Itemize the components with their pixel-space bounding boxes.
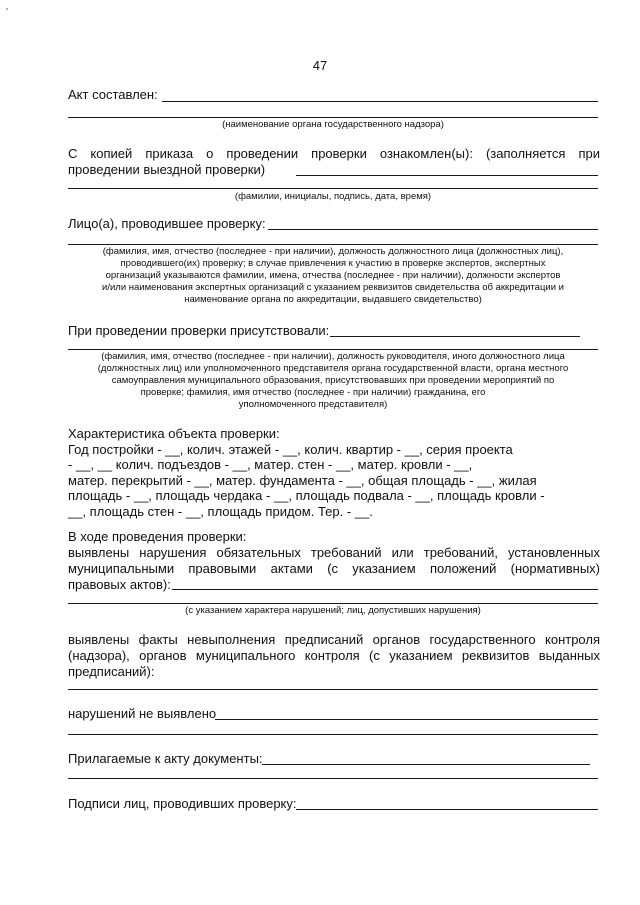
order-text-line-2: проведении выездной проверки) [68, 162, 266, 177]
no-violations-label: нарушений не выявлено [68, 706, 217, 721]
signatures-label: Подписи лиц, проводивших проверку: [68, 796, 297, 811]
present-caption-line: самоуправления муниципального образования, присутствовавших при проведении мероприятий по [111, 375, 555, 386]
orders-line-1: выявлены факты невыполнения предписаний органов государственного контроля [68, 632, 600, 647]
violations-line-1: выявлены нарушения обязательных требований или требований, установленных [68, 545, 600, 560]
act-caption: (наименование органа государственного надзора) [222, 119, 444, 130]
act-fill-line-2[interactable] [68, 117, 598, 118]
order-fill-line[interactable] [296, 175, 598, 176]
no-violations-fill-line[interactable] [215, 719, 598, 720]
violations-fill-line-2[interactable] [68, 603, 598, 604]
orders-fill-line[interactable] [68, 689, 598, 690]
violations-fill-line[interactable] [172, 589, 598, 590]
order-caption: (фамилии, инициалы, подпись, дата, время) [234, 191, 432, 202]
present-fill-line-2[interactable] [68, 349, 598, 350]
present-caption-line: (должностных лиц) или уполномоченного представителя органа государственной власти, органа местного [97, 363, 569, 374]
present-caption-line: уполномоченного представителя) [238, 399, 388, 410]
signatures-fill-line[interactable] [296, 809, 598, 810]
page-number: 47 [312, 58, 328, 73]
present-fill-line[interactable] [330, 336, 580, 337]
object-line: площадь - __, площадь чердака - __, площадь подвала - __, площадь кровли - [68, 488, 545, 503]
inspector-caption-line: проводившего(их) проверку; в случае привлечения к участию в проверке экспертов, экспертных [120, 258, 546, 269]
object-line: __, площадь стен - __, площадь придом. Тер. - __. [68, 503, 373, 519]
present-caption [62, 351, 604, 411]
inspector-fill-line-2[interactable] [68, 244, 598, 245]
inspector-caption-line: и/или наименования экспертных организаций с указанием реквизитов свидетельства об аккредитации и [102, 282, 564, 293]
inspector-caption-line: наименование органа по аккредитации, выдавшего свидетельство) [184, 294, 482, 305]
no-violations-fill-line-2[interactable] [68, 734, 598, 735]
violations-line-3: правовых актов): [68, 577, 171, 592]
violations-line-2: муниципальными правовыми актами (с указанием положений (нормативных) [68, 561, 600, 576]
inspector-caption-line: организаций указываются фамилии, имена, отчества (последнее - при наличии), должности экспертов [105, 270, 561, 281]
object-line: - __, __ колич. подъездов - __, матер. стен - __, матер. кровли - __, [68, 457, 473, 472]
present-caption-line: (фамилия, имя, отчество (последнее - при наличии), должность руководителя, иного должностного лица [101, 351, 565, 362]
inspector-label: Лицо(а), проводившее проверку: [68, 216, 266, 231]
object-title: Характеристика объекта проверки: [68, 426, 280, 441]
act-label: Акт составлен: [68, 87, 158, 102]
orders-line-2: (надзора), органов муниципального контроля (с указанием реквизитов выданных [68, 648, 600, 663]
order-text-line-1: С копией приказа о проведении проверки ознакомлен(ы): (заполняется при [68, 146, 600, 161]
present-label: При проведении проверки присутствовали: [68, 323, 330, 338]
inspector-caption [62, 246, 604, 306]
scan-speck [6, 8, 8, 10]
orders-line-3: предписаний): [68, 664, 155, 679]
attachments-label: Прилагаемые к акту документы: [68, 751, 263, 766]
order-fill-line-2[interactable] [68, 188, 598, 189]
present-caption-line: проверке; фамилия, имя отчество (последнее - при наличии) гражданина, его [140, 387, 486, 398]
findings-title: В ходе проведения проверки: [68, 529, 247, 544]
object-line: Год постройки - __, колич. этажей - __, колич. квартир - __, серия проекта [68, 441, 513, 457]
violations-caption: (с указанием характера нарушений; лиц, допустивших нарушения) [185, 605, 481, 616]
attachments-fill-line[interactable] [262, 764, 590, 765]
inspector-fill-line[interactable] [268, 229, 598, 230]
inspector-caption-line: (фамилия, имя, отчество (последнее - при наличии), должность должностного лица (должностных лиц), [102, 246, 564, 257]
attachments-fill-line-2[interactable] [68, 778, 598, 779]
act-fill-line[interactable] [162, 101, 598, 102]
object-line: матер. перекрытий - __, матер. фундамента - __, общая площадь - __, жилая [68, 472, 537, 488]
object-block [68, 426, 600, 519]
